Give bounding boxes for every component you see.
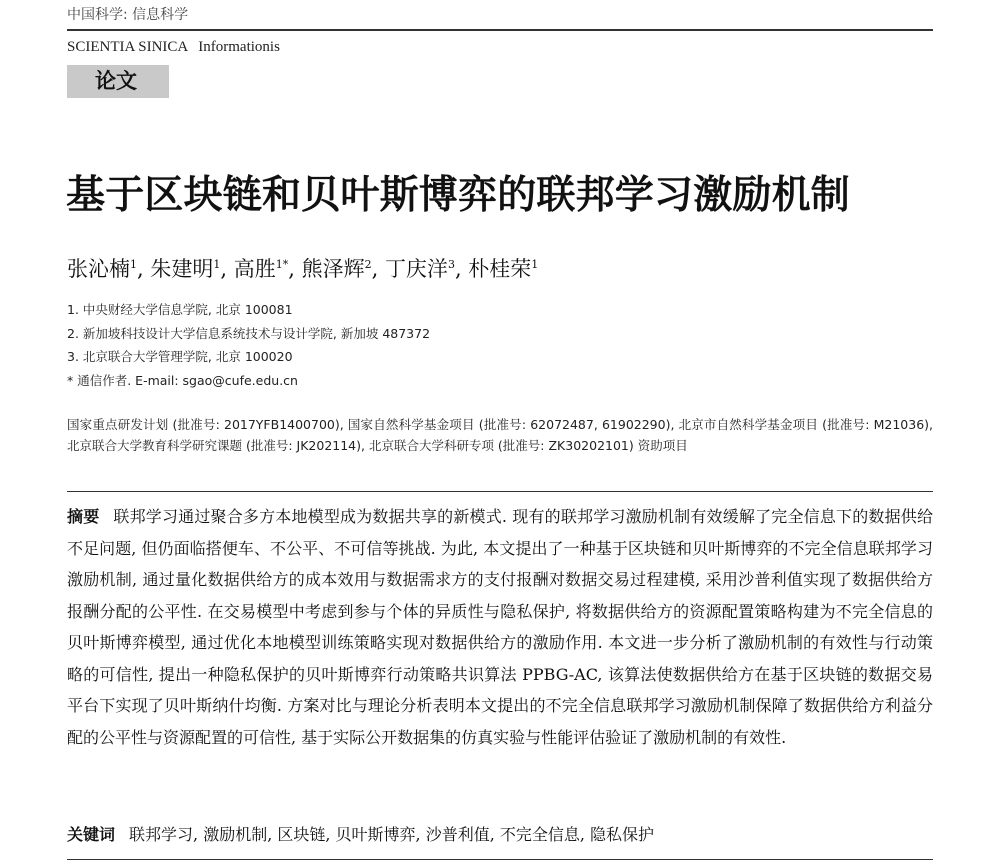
author-list: [67, 253, 538, 283]
journal-name-en: [67, 39, 280, 56]
author: 朱建明$^1$,: [150, 257, 234, 281]
affiliation-list: [67, 298, 430, 392]
section-badge: 论文: [67, 65, 169, 98]
journal-name-en-main: SCIENTIA SINICA: [67, 39, 189, 55]
keywords: [67, 822, 654, 845]
keywords-text: 联邦学习, 激励机制, 区块链, 贝叶斯博弈, 沙普利值, 不完全信息, 隐私保护: [129, 825, 655, 844]
keywords-label: 关键词: [67, 825, 116, 844]
corresponding-author: * 通信作者. E-mail: sgao@cufe.edu.cn: [67, 372, 298, 388]
affiliation-item: 3. 北京联合大学管理学院, 北京 100020: [67, 349, 293, 364]
abstract-label: 摘要: [67, 507, 100, 526]
abstract: [67, 501, 933, 753]
author: 张沁楠$^1$,: [67, 257, 151, 281]
author: 熊泽辉$^2$,: [301, 257, 385, 281]
affiliation-item: 1. 中央财经大学信息学院, 北京 100081: [67, 302, 293, 317]
header-rule: [67, 29, 933, 31]
abstract-text: 联邦学习通过聚合多方本地模型成为数据共享的新模式. 现有的联邦学习激励机制有效缓解了完全信息下的数据供给不足问题, 但仍面临搭便车、不公平、不可信等挑战. 为此, 本文提出了一种基于区块链和贝叶斯博弈的不完全信息联邦学习激励机制, 通过量化数据供给方的成本效用与数据需求方的支付报酬对数据交易过程建模, 采用沙普利值实现了数据供给方报酬分配的公平性. 在交易模型中考虑到参与个体的异质性与隐私保护, 将数据供给方的资源配置策略构建为不完全信息的贝叶斯博弈模型, 通过优化本地模型训练策略实现对数据供给方的激励作用. 本文进一步分析了激励机制的有效性与行动策略的可信性, 提出一种隐私保护的贝叶斯博弈行动策略共识算法 PPBG-AC, 该算法使数据供给方在基于区块链的数据交易平台下实现了贝叶斯纳什均衡. 方案对比与理论分析表明本文提出的不完全信息联邦学习激励机制保障了数据供给方利益分配的公平性与资源配置的可信性, 基于实际公开数据集的仿真实验与性能评估验证了激励机制的有效性.: [67, 507, 933, 747]
author: 高胜$^{1*}$,: [233, 257, 302, 281]
journal-name-en-series: Informationis: [198, 39, 280, 55]
funding-statement: 国家重点研发计划 (批准号: 2017YFB1400700), 国家自然科学基金项目 (批准号: 62072487, 61902290), 北京市自然科学基金项目 (批准号: M21036), 北京联合大学教育科学研究课题 (批准号: JK202114), 北京联合大学科研专项 (批准号: ZK30202101) 资助项目: [67, 417, 933, 453]
abstract-top-rule: [67, 491, 933, 492]
abstract-bottom-rule: [67, 859, 933, 860]
affiliation-item: 2. 新加坡科技设计大学信息系统技术与设计学院, 新加坡 487372: [67, 325, 431, 341]
journal-name-cn: 中国科学: 信息科学: [67, 7, 189, 23]
paper-title: 基于区块链和贝叶斯博弈的联邦学习激励机制: [66, 173, 851, 218]
author: 丁庆洋$^3$,: [384, 257, 469, 281]
author: 朴桂荣$^1$: [468, 257, 539, 281]
